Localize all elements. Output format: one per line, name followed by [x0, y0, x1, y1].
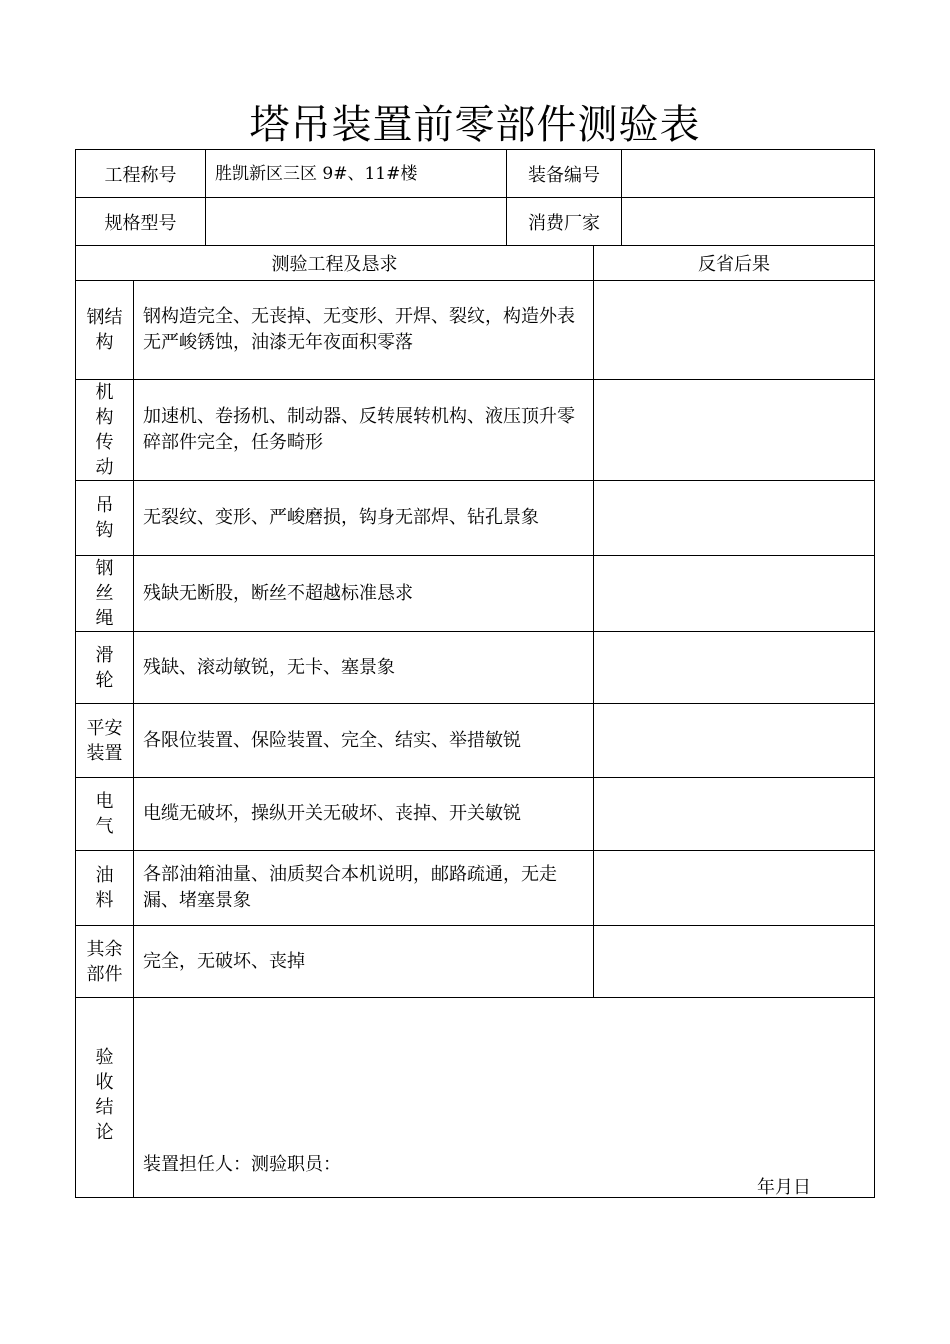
row-result — [594, 632, 874, 703]
row-category: 滑轮 — [95, 644, 114, 691]
row-category: 平安装置 — [86, 717, 123, 764]
row-result — [594, 281, 874, 379]
row-result — [594, 704, 874, 777]
row-result — [594, 926, 874, 997]
signers-line: 装置担任人：测验职员： — [143, 1154, 341, 1175]
row-requirement: 加速机、卷扬机、制动器、反转展转机构、液压顶升零碎部件完全，任务畸形 — [143, 406, 575, 453]
project-name-value: 胜凯新区三区 9#、11#楼 — [215, 163, 418, 184]
row-category: 钢结构 — [86, 307, 123, 353]
row-requirement: 残缺无断股，断丝不超越标准恳求 — [143, 582, 413, 604]
row-result — [594, 778, 874, 850]
equipment-number-label: 装备编号 — [528, 164, 600, 186]
row-requirement: 各限位装置、保险装置、完全、结实、举措敏锐 — [143, 729, 521, 751]
column-header-items: 测验工程及恳求 — [271, 254, 398, 275]
row-category: 其余部件 — [86, 938, 123, 985]
manufacturer-value — [622, 198, 874, 245]
row-category: 机构传动 — [95, 382, 114, 478]
date-line: 年月日 — [757, 1177, 811, 1198]
column-header-result: 反省后果 — [698, 254, 770, 275]
row-category: 电气 — [95, 791, 114, 837]
row-result — [594, 851, 874, 925]
page-title: 塔吊装置前零部件测验表 — [249, 102, 701, 148]
row-requirement: 各部油箱油量、油质契合本机说明，邮路疏通，无走漏、堵塞景象 — [143, 864, 557, 911]
row-result — [594, 481, 874, 555]
manufacturer-label: 消费厂家 — [528, 212, 600, 234]
project-name-label: 工程称号 — [104, 164, 177, 186]
spec-model-value — [206, 198, 506, 245]
row-requirement: 钢构造完全、无丧掉、无变形、开焊、裂纹，构造外表无严峻锈蚀，油漆无年夜面积零落 — [143, 306, 575, 353]
equipment-number-value — [622, 150, 874, 197]
spec-model-label: 规格型号 — [104, 212, 177, 234]
row-requirement: 无裂纹、变形、严峻磨损，钩身无部焊、钻孔景象 — [143, 507, 539, 528]
row-category: 油料 — [95, 865, 114, 911]
row-result — [594, 556, 874, 631]
conclusion-label: 验收结论 — [95, 1047, 114, 1143]
row-result — [594, 380, 874, 480]
row-requirement: 残缺、滚动敏锐，无卡、塞景象 — [143, 656, 395, 678]
row-category: 吊钩 — [95, 495, 114, 541]
row-requirement: 电缆无破坏，操纵开关无破坏、丧掉、开关敏锐 — [143, 803, 521, 824]
row-category: 钢丝绳 — [95, 558, 114, 629]
row-requirement: 完全，无破坏、丧掉 — [143, 950, 305, 972]
